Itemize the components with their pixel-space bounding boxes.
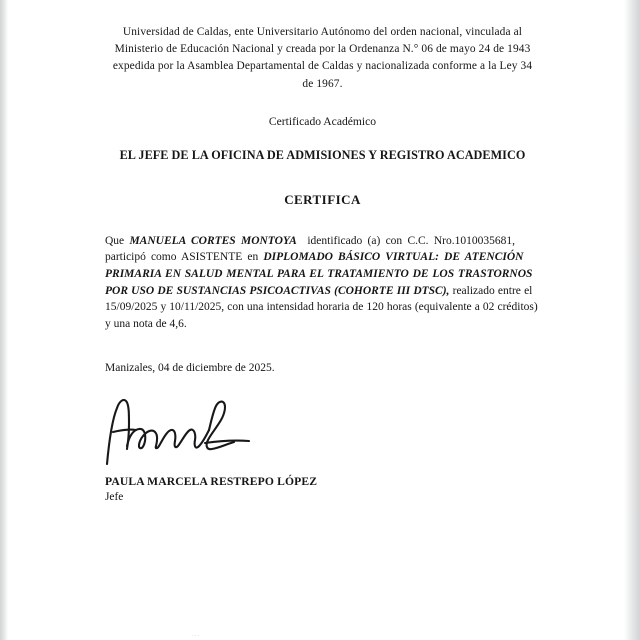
place-and-date: Manizales, 04 de diciembre de 2025.	[105, 362, 275, 375]
body-line-2	[105, 249, 540, 266]
in-word: en	[247, 251, 259, 264]
grade-text: y una nota de	[105, 317, 167, 330]
preamble-line-3: expedida por la Asamblea Departamental de Caldas y nacionalizada conforme a la Ley 34	[112, 60, 533, 73]
participation-role: ASISTENTE	[180, 251, 243, 264]
student-identification: identificado (a) con C.C. Nro.1010035681,	[307, 234, 515, 247]
signatory-role: Jefe	[105, 491, 124, 504]
body-line-6	[105, 316, 540, 333]
bottom-scan-artifact: ...	[191, 628, 200, 639]
realized-between-text: realizado entre el	[452, 284, 533, 297]
preamble-line-2: Ministerio de Educación Nacional y creada por la Ordenanza N.° 06 de mayo 24 de 1943	[114, 43, 531, 56]
intensity-text: con una intensidad horaria de	[227, 301, 364, 314]
preamble-line-4: de 1967.	[302, 77, 343, 90]
preamble-line-1: Universidad de Caldas, ente Universitario Autónomo del orden nacional, vinculada al	[122, 26, 523, 38]
certificate-page	[8, 0, 624, 640]
body-line-5	[105, 299, 540, 316]
student-name: MANUELA CORTES MONTOYA	[129, 234, 297, 247]
page-edge-right	[624, 0, 640, 640]
certifies-heading: CERTIFICA	[284, 191, 361, 207]
course-credits: 02 créditos)	[482, 301, 538, 314]
course-hours: 120 horas	[366, 301, 412, 314]
course-grade: 4,6.	[169, 317, 187, 330]
course-title-line-3: POR USO DE SUSTANCIAS PSICOACTIVAS (COHORTE III DTSC),	[105, 284, 450, 297]
signature-block	[105, 394, 540, 505]
certificate-body	[105, 233, 540, 333]
certificate-content	[105, 0, 540, 505]
credits-text: (equivalente a	[414, 301, 480, 314]
signatory-name: PAULA MARCELA RESTREPO LÓPEZ	[105, 475, 318, 489]
course-end-date: 10/11/2025,	[169, 301, 225, 314]
handwritten-signature-icon	[101, 394, 301, 470]
date-connector: y	[160, 301, 167, 314]
body-line-4	[105, 283, 540, 300]
body-line-3	[105, 266, 540, 283]
participation-prefix: participó como	[105, 251, 177, 264]
certificate-kicker: Certificado Académico	[268, 114, 377, 128]
office-heading: EL JEFE DE LA OFICINA DE ADMISIONES Y REGISTRO ACADEMICO	[119, 147, 526, 162]
course-title-line-2: PRIMARIA EN SALUD MENTAL PARA EL TRATAMIENTO DE LOS TRASTORNOS	[105, 268, 533, 280]
course-start-date: 15/09/2025	[105, 301, 158, 314]
body-line-1	[105, 233, 540, 250]
preamble-paragraph	[105, 24, 540, 93]
body-intro: Que	[105, 234, 125, 247]
course-title-line-1: DIPLOMADO BÁSICO VIRTUAL: DE ATENCIÓN	[263, 251, 524, 264]
page-edge-left	[0, 0, 8, 640]
